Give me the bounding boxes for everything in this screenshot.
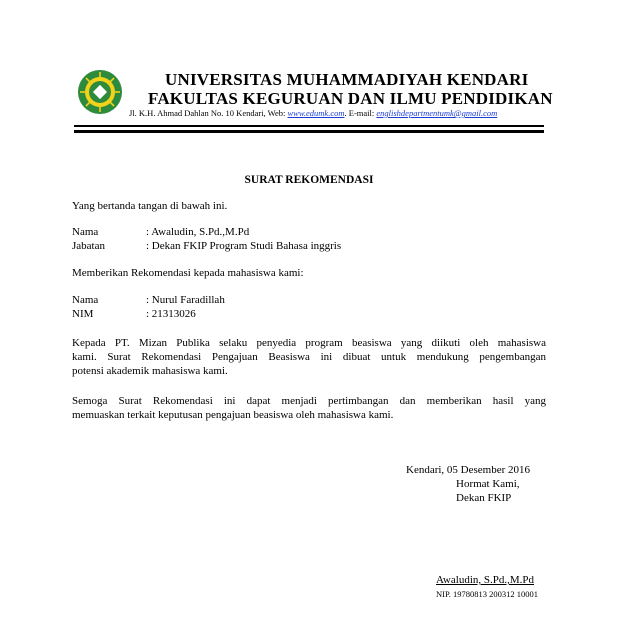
body-paragraph-2: [72, 394, 546, 422]
student-nim-label: NIM: [72, 308, 94, 320]
university-logo: [77, 69, 123, 115]
paragraph-line: Semoga Surat Rekomendasi ini dapat menjadi pertimbangan dan memberikan hasil yang: [72, 395, 546, 407]
signer-title: Dekan FKIP: [456, 492, 512, 504]
paragraph-line: kami. Surat Rekomendasi Pengajuan Beasiswa ini dibuat untuk mendukung pengembangan: [72, 351, 546, 363]
paragraph-line: potensi akademik mahasiswa kami.: [72, 365, 228, 377]
paragraph-line: memuaskan terkait keputusan pengajuan beasiswa oleh mahasiswa kami.: [72, 409, 394, 421]
paragraph-line: Kepada PT. Mizan Publika selaku penyedia program beasiswa yang diikuti oleh mahasiswa: [72, 337, 546, 349]
closing-regards: Hormat Kami,: [456, 478, 520, 490]
signer-name-value: : Awaludin, S.Pd.,M.Pd: [146, 226, 250, 238]
opening-line: Yang bertanda tangan di bawah ini.: [72, 200, 228, 212]
student-name-value: : Nurul Faradillah: [146, 294, 225, 306]
student-name-label: Nama: [72, 294, 99, 306]
faculty-name: FAKULTAS KEGURUAN DAN ILMU PENDIDIKAN: [148, 89, 553, 108]
signer-position-value: : Dekan FKIP Program Studi Bahasa inggris: [146, 240, 342, 252]
letter-title: SURAT REKOMENDASI: [244, 174, 374, 186]
address-text: Jl. K.H. Ahmad Dahlan No. 10 Kendari, Web:: [129, 108, 286, 118]
address-line: [129, 108, 497, 118]
email-label: . E-mail:: [344, 108, 375, 118]
signer-name: Awaludin, S.Pd.,M.Pd: [436, 574, 535, 586]
recommendation-intro: Memberikan Rekomendasi kepada mahasiswa kami:: [72, 267, 304, 279]
signer-nip: NIP. 19780813 200312 10001: [436, 589, 539, 599]
signer-position-label: Jabatan: [72, 240, 105, 252]
website-link[interactable]: www.edumk.com: [287, 108, 345, 118]
body-paragraph-1: [72, 336, 546, 378]
place-date: Kendari, 05 Desember 2016: [406, 464, 531, 476]
signer-name-label: Nama: [72, 226, 99, 238]
header-rule-thick: [74, 130, 544, 133]
email-link[interactable]: englishdepartmentumk@gmail.com: [376, 108, 498, 118]
student-nim-value: : 21313026: [146, 308, 196, 320]
university-name: UNIVERSITAS MUHAMMADIYAH KENDARI: [165, 70, 529, 89]
header-rule-thin: [74, 125, 544, 127]
